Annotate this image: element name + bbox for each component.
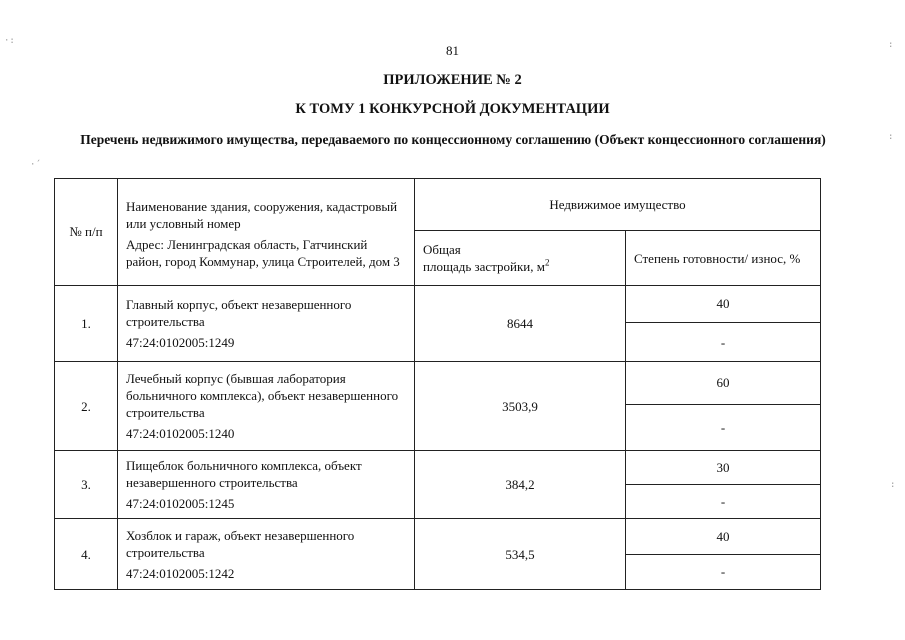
row-num: 3. xyxy=(55,450,118,519)
volume-title: К ТОМУ 1 КОНКУРСНОЙ ДОКУМЕНТАЦИИ xyxy=(295,101,610,117)
scan-speck: ·: xyxy=(4,36,15,46)
header-num-cell xyxy=(55,179,118,286)
row-cadastral: 47:24:0102005:1242 xyxy=(126,565,235,581)
row-name: Главный корпус, объект незавершенного строительства xyxy=(126,297,352,330)
row-name: Пищеблок больничного комплекса, объект незавершенного строительства xyxy=(126,458,362,491)
header-name-cell xyxy=(118,179,415,286)
row-cadastral: 47:24:0102005:1240 xyxy=(126,426,235,442)
scan-speck: ·´ xyxy=(30,160,41,170)
row-name-cell xyxy=(118,519,415,590)
row-num: 1. xyxy=(55,285,118,362)
property-table xyxy=(54,178,821,590)
header-address: Адрес: Ленинградская область, Гатчинский район, город Коммунар, улица Строителей, дом 3 xyxy=(126,236,400,269)
header-area-line2 xyxy=(423,258,617,275)
row-name-cell xyxy=(118,362,415,451)
header-area-label: Общая xyxy=(423,242,461,258)
row-readiness: 30 xyxy=(626,450,821,484)
row-name: Хозблок и гараж, объект незавершенного строительства xyxy=(126,527,355,560)
header-area-label2: площадь застройки, м xyxy=(423,259,545,275)
header-area-unit-sup: 2 xyxy=(545,257,550,268)
appendix-title: ПРИЛОЖЕНИЕ № 2 xyxy=(383,72,522,88)
scan-speck: : xyxy=(888,132,894,142)
row-wear: - xyxy=(626,485,821,519)
row-num: 2. xyxy=(55,362,118,451)
scan-speck: : xyxy=(888,40,894,50)
row-area: 534,5 xyxy=(415,519,626,590)
header-property-cell xyxy=(415,179,821,231)
row-readiness: 40 xyxy=(626,519,821,554)
row-cadastral: 47:24:0102005:1249 xyxy=(126,335,235,351)
page-number: 81 xyxy=(446,43,459,58)
row-name-cell xyxy=(118,285,415,362)
header-num: № п/п xyxy=(69,224,103,240)
row-readiness: 60 xyxy=(626,362,821,404)
header-area-cell xyxy=(415,231,626,285)
header-property: Недвижимое имущество xyxy=(549,197,686,213)
row-wear: - xyxy=(626,404,821,450)
row-name-cell xyxy=(118,450,415,519)
header-readiness-cell xyxy=(626,231,821,285)
row-readiness: 40 xyxy=(626,285,821,322)
row-area: 3503,9 xyxy=(415,362,626,451)
row-num: 4. xyxy=(55,519,118,590)
scan-speck: : xyxy=(890,480,896,490)
list-title: Перечень недвижимого имущества, передаваемого по концессионному соглашению (Объект концессионного соглашения) xyxy=(80,132,826,147)
header-name: Наименование здания, сооружения, кадастровый или условный номер xyxy=(126,198,398,231)
header-readiness: Степень готовности/ износ, % xyxy=(634,250,801,266)
row-wear: - xyxy=(626,554,821,589)
row-wear: - xyxy=(626,323,821,362)
row-cadastral: 47:24:0102005:1245 xyxy=(126,496,235,512)
row-area: 8644 xyxy=(415,285,626,362)
row-area: 384,2 xyxy=(415,450,626,519)
row-name: Лечебный корпус (бывшая лаборатория больничного комплекса), объект незавершенного строительства xyxy=(126,371,399,421)
